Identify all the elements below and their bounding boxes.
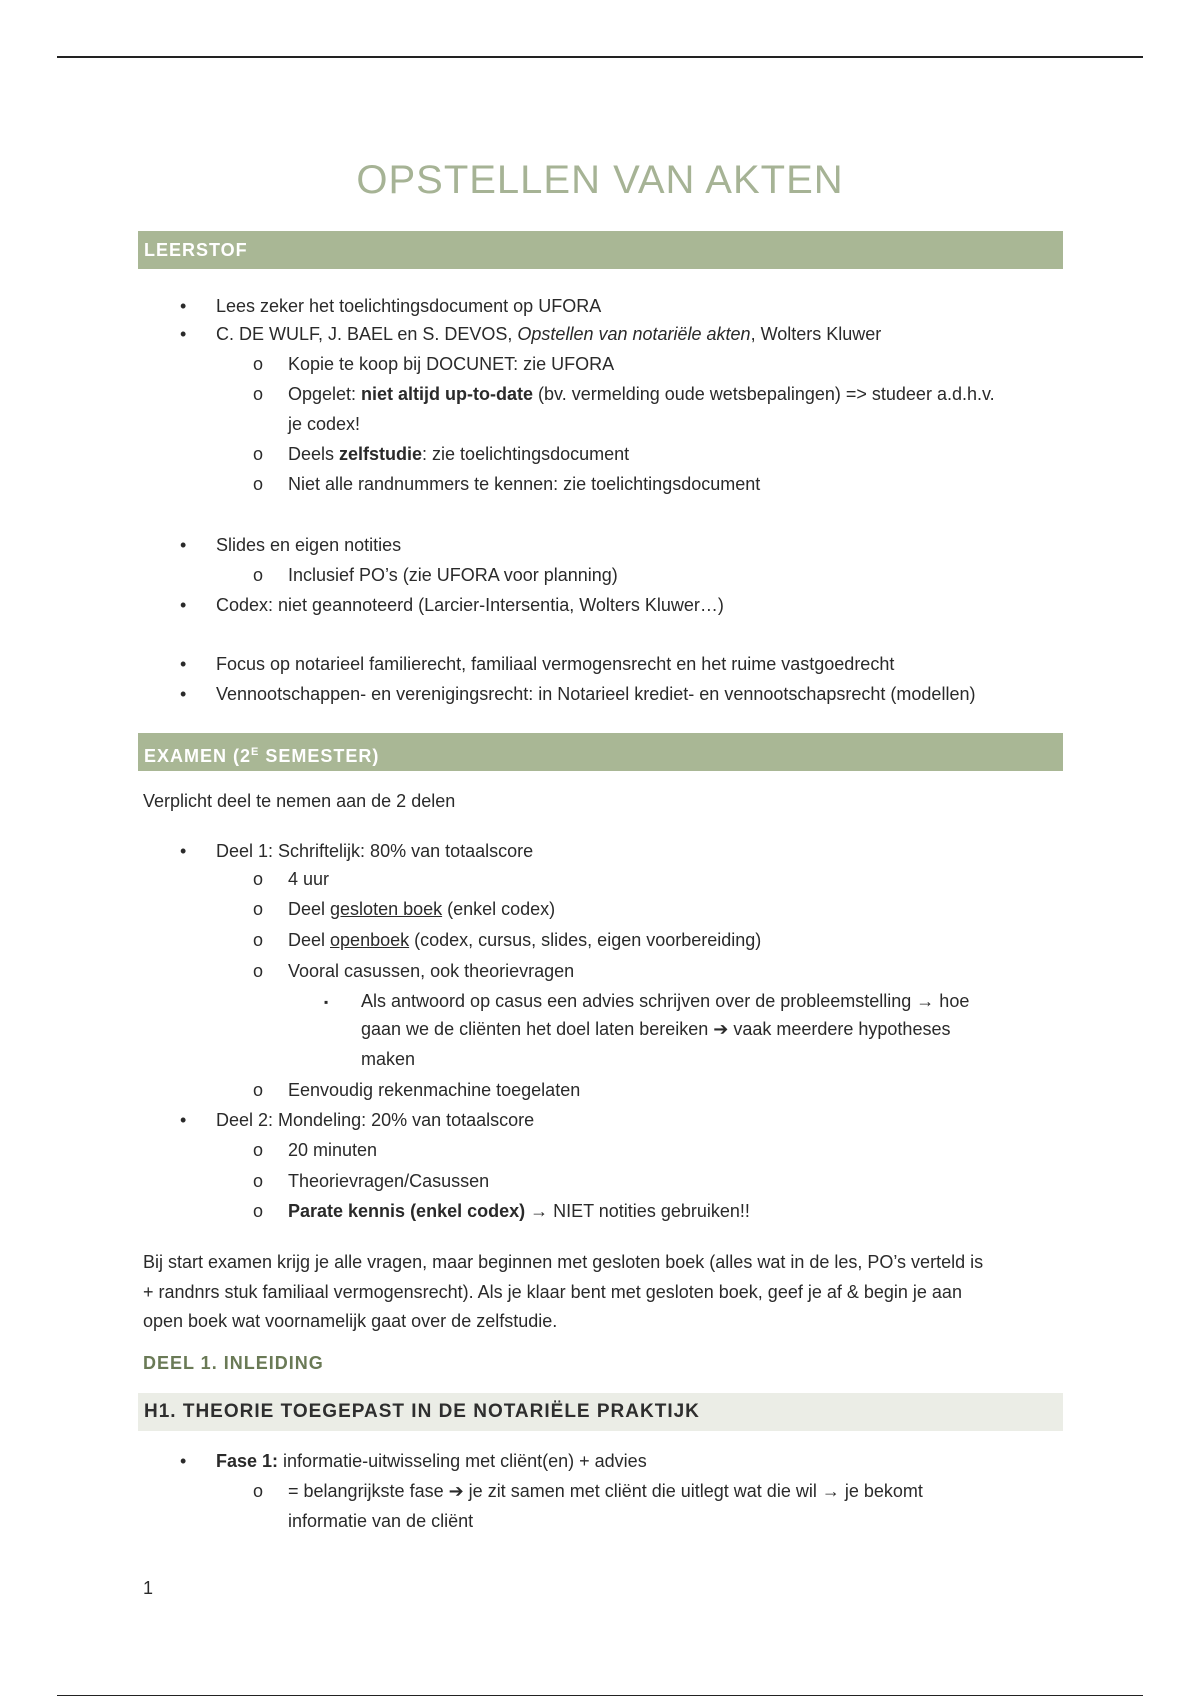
circle-marker: o xyxy=(253,474,264,494)
chapter-heading-h1: H1. THEORIE TOEGEPAST IN DE NOTARIËLE PRAKTIJK xyxy=(138,1393,1063,1431)
list-item-continuation: informatie van de cliënt xyxy=(288,1511,474,1531)
paragraph-line: open boek wat voornamelijk gaat over de zelfstudie. xyxy=(143,1311,558,1331)
bullet-marker: • xyxy=(180,841,187,861)
list-item: Slides en eigen notities xyxy=(216,535,402,555)
list-item: Kopie te koop bij DOCUNET: zie UFORA xyxy=(288,354,615,374)
bullet-marker: • xyxy=(180,654,187,674)
bullet-marker: • xyxy=(180,595,187,615)
document-title: OPSTELLEN VAN AKTEN xyxy=(356,158,844,202)
list-item: Deel gesloten boek (enkel codex) xyxy=(288,899,556,919)
list-item-continuation: maken xyxy=(361,1049,416,1069)
list-item: 4 uur xyxy=(288,869,330,889)
bullet-marker: • xyxy=(180,684,187,704)
bullet-marker: • xyxy=(180,296,187,316)
list-item: Deel 2: Mondeling: 20% van totaalscore xyxy=(216,1110,535,1130)
paragraph-line: + randnrs stuk familiaal vermogensrecht). Als je klaar bent met gesloten boek, geef je af & begin je aan xyxy=(143,1282,962,1302)
list-item: Focus op notarieel familierecht, familiaal vermogensrecht en het ruime vastgoedrecht xyxy=(216,654,895,674)
bullet-marker: • xyxy=(180,1110,187,1130)
paragraph-intro: Verplicht deel te nemen aan de 2 delen xyxy=(143,791,456,811)
section-heading-leerstof: LEERSTOF xyxy=(138,231,1063,269)
circle-marker: o xyxy=(253,1140,264,1160)
list-item: Deel openboek (codex, cursus, slides, eigen voorbereiding) xyxy=(288,930,762,950)
circle-marker: o xyxy=(253,1171,264,1191)
paragraph-line: Bij start examen krijg je alle vragen, maar beginnen met gesloten boek (alles wat in de les, PO’s verteld is xyxy=(143,1252,984,1272)
list-item: = belangrijkste fase ➔ je zit samen met cliënt die uitlegt wat die wil → je bekomt xyxy=(288,1481,923,1501)
list-item: Deels zelfstudie: zie toelichtingsdocument xyxy=(288,444,630,464)
list-item: Vooral casussen, ook theorievragen xyxy=(288,961,575,981)
list-item: Als antwoord op casus een advies schrijven over de probleemstelling → hoe xyxy=(361,991,970,1011)
bullet-marker: • xyxy=(180,1451,187,1471)
list-item: 20 minuten xyxy=(288,1140,378,1160)
circle-marker: o xyxy=(253,961,264,981)
footer-rule xyxy=(57,1695,1143,1696)
list-item: Inclusief PO’s (zie UFORA voor planning) xyxy=(288,565,618,585)
circle-marker: o xyxy=(253,899,264,919)
list-item: Deel 1: Schriftelijk: 80% van totaalscore xyxy=(216,841,534,861)
list-item: Niet alle randnummers te kennen: zie toelichtingsdocument xyxy=(288,474,761,494)
circle-marker: o xyxy=(253,354,264,374)
circle-marker: o xyxy=(253,1481,264,1501)
list-item-continuation: gaan we de cliënten het doel laten bereiken ➔ vaak meerdere hypotheses xyxy=(361,1019,951,1039)
circle-marker: o xyxy=(253,1080,264,1100)
circle-marker: o xyxy=(253,444,264,464)
section-heading-examen: EXAMEN ($2^E$ SEMESTER) xyxy=(138,733,1063,771)
bullet-marker: • xyxy=(180,535,187,555)
list-item: Vennootschappen- en verenigingsrecht: in Notarieel krediet- en vennootschapsrecht (modellen) xyxy=(216,684,976,704)
bullet-marker: • xyxy=(180,324,187,344)
list-item: C. DE WULF, J. BAEL en S. DEVOS, Opstellen van notariële akten, Wolters Kluwer xyxy=(216,324,882,344)
circle-marker: o xyxy=(253,1201,264,1221)
list-item-continuation: je codex! xyxy=(288,414,361,434)
list-item: Fase 1: informatie-uitwisseling met cliënt(en) + advies xyxy=(216,1451,647,1471)
circle-marker: o xyxy=(253,930,264,950)
list-item: Eenvoudig rekenmachine toegelaten xyxy=(288,1080,581,1100)
page-number: 1 xyxy=(143,1578,154,1598)
list-item: Opgelet: niet altijd up-to-date (bv. vermelding oude wetsbepalingen) => studeer a.d.h.v. xyxy=(288,384,995,404)
list-item: Theorievragen/Casussen xyxy=(288,1171,490,1191)
list-item: Codex: niet geannoteerd (Larcier-Intersentia, Wolters Kluwer…) xyxy=(216,595,724,615)
list-item: Lees zeker het toelichtingsdocument op UFORA xyxy=(216,296,602,316)
subsection-heading-deel1: DEEL 1. INLEIDING xyxy=(143,1353,324,1373)
header-rule xyxy=(57,56,1143,58)
circle-marker: o xyxy=(253,869,264,889)
circle-marker: o xyxy=(253,384,264,404)
circle-marker: o xyxy=(253,565,264,585)
list-item: Parate kennis (enkel codex) → NIET notities gebruiken!! xyxy=(288,1201,750,1221)
square-marker: ▪ xyxy=(324,995,329,1009)
